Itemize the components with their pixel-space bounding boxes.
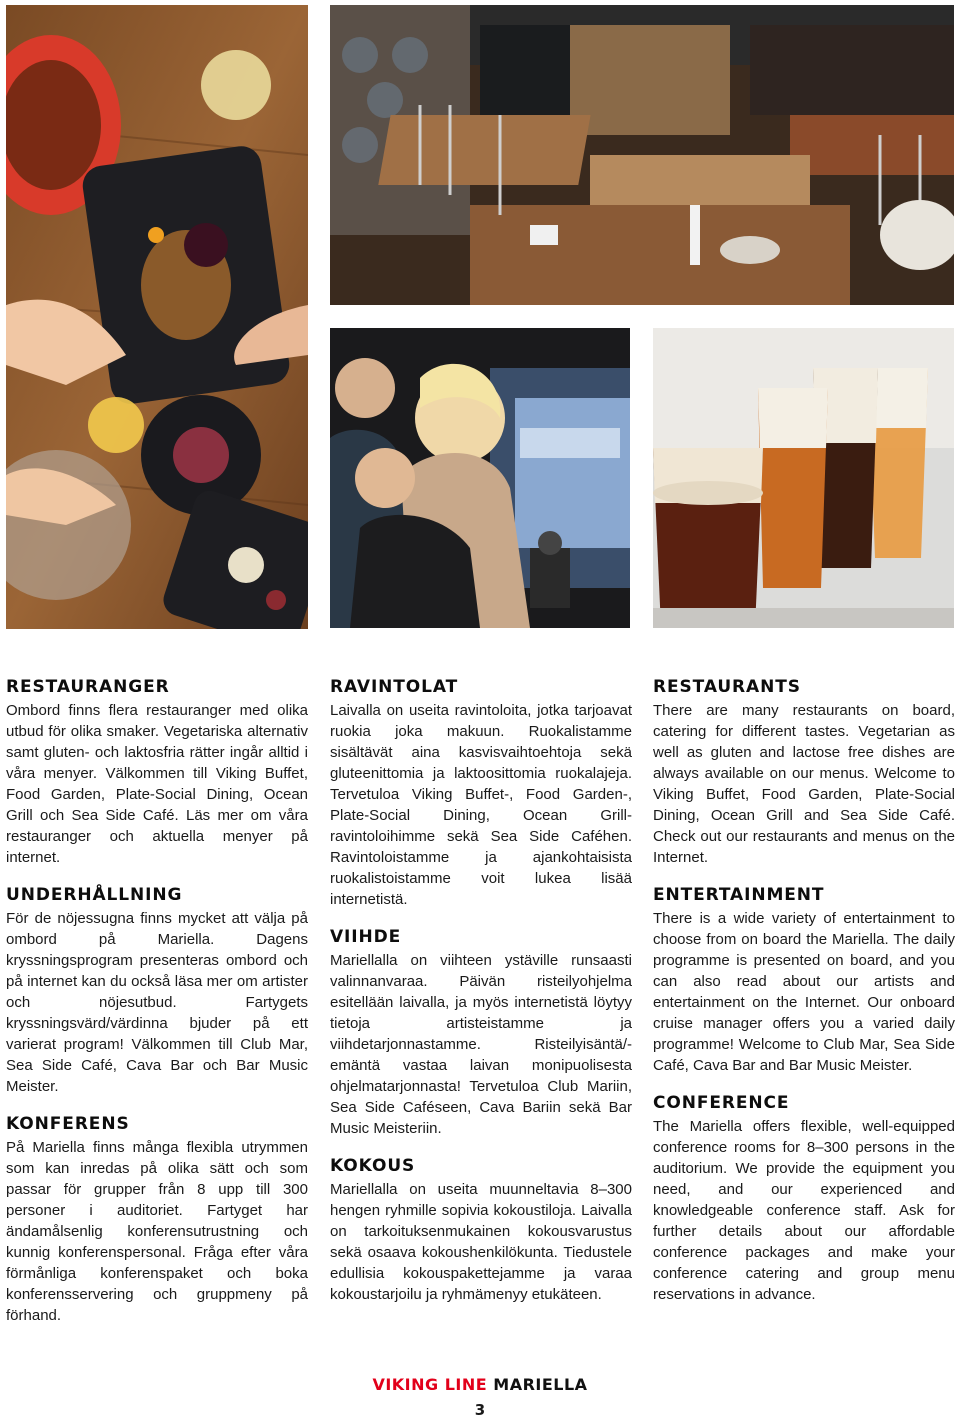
section-heading: RESTAURANTS [653,677,801,697]
page-number: 3 [474,1401,486,1419]
brand-ship-name: MARIELLA [493,1375,588,1394]
brand-viking-line: VIKING LINE [372,1375,488,1394]
section-heading: VIIHDE [330,927,402,947]
column-english [653,676,955,1305]
footer-brand [0,1375,960,1395]
section-heading: UNDERHÅLLNING [6,885,183,905]
section-heading: RAVINTOLAT [330,677,459,697]
restaurant-interior-photo [330,5,954,305]
brand-logo [372,1375,587,1394]
column-finnish [330,676,632,1305]
section-heading: RESTAURANGER [6,677,170,697]
column-swedish [6,676,308,1326]
section-body: There is a wide variety of entertainment to choose from on board the Mariella. The daily programme is presented on board, and you can also read about our artists and entertainment on the Internet. Our onboard cruise manager offers you a varied daily programme! Welcome to Club Mar, Sea Side Café, Cava Bar and Bar Music Meister. [653,910,955,1074]
section-heading: KOKOUS [330,1156,416,1176]
section-heading: KONFERENS [6,1114,130,1134]
section-heading: CONFERENCE [653,1093,790,1113]
section-body: Laivalla on useita ravintoloita, jotka tarjoavat ruokia joka makuun. Ruokalistamme sisältävät aina kasvisvaihtoehtoja sekä gluteenittomia ja laktoosittomia ruokalajeja. Tervetuloa Viking Buffet-, Food Garden-, Plate-Social Dining, Ocean Grill-ravintoloihimme sekä Sea Side Caféhen. Ravintoloistamme ja ajankohtaisista ruokalistoistamme voit lukea lisää internetistä. [330,702,632,908]
food-photo [6,5,308,629]
section-body: För de nöjessugna finns mycket att välja på ombord på Mariella. Dagens kryssningsprogram presenteras ombord och på internet kan du också läsa mer om artister och nöjesutbud. Fartygets kryssningsvärd/värdinna bjuder på ett varierat program! Välkommen till Club Mar, Sea Side Café, Cava Bar och Bar Music Meister. [6,910,308,1095]
section-body: There are many restaurants on board, catering for different tastes. Vegetarian as well as gluten and lactose free dishes are always available on our menus. Welcome to Viking Buffet, Food Garden, Plate-Social Dining, Ocean Grill and Sea Side Café. Check out our restaurants and menus on the Internet. [653,702,955,866]
section-body: Mariellalla on viihteen ystäville runsaasti valinnanvaraa. Päivän risteilyohjelma esitellään laivalla, ja myös internetistä löytyy tietoja artisteistamme ja viihdetarjonnastamme. Risteilyisäntä/-emäntä vastaa laivan monipuolisesta ohjelmatarjonnasta! Tervetuloa Club Mariin, Sea Side Caféseen, Cava Bariin sekä Bar Music Meisteriin. [330,952,632,1137]
section-body: Mariellalla on useita muunneltavia 8–300 hengen ryhmille sopivia kokoustiloja. Laivalla on tarkoituksenmukainen kokousvarustus sekä osaava kokoushenkilökunta. Tiedustele edullisia kokouspakettejamme ja varaa kokoustarjoilu ja ryhmämenyy etukäteen. [330,1181,632,1303]
section-heading: ENTERTAINMENT [653,885,825,905]
section-body: The Mariella offers flexible, well-equipped conference rooms for 8–300 persons in the auditorium. We provide the equipment you need, and our experienced and knowledgeable conference staff. Ask for further details about our affordable conference packages and make your conference catering and group menu reservations in advance. [653,1118,955,1303]
beer-glasses-photo [653,328,954,628]
arcade-game-photo [330,328,630,628]
section-body: På Mariella finns många flexibla utrymmen som kan inredas på olika sätt och som passar för grupper från 8 upp till 300 personer i auditoriet. Fartyget har ändamålsenlig konferensutrustning och kunnig konferenspersonal. Fråga efter våra förmånliga konferenspaket och boka konferensservering och gruppmeny på förhand. [6,1139,308,1324]
section-body: Ombord finns flera restauranger med olika utbud för olika smaker. Vegetariska alternativ samt gluten- och laktosfria rätter ingår alltid i våra menyer. Välkommen till Viking Buffet, Food Garden, Plate-Social Dining, Ocean Grill och Sea Side Café. Läs mer om våra restauranger och aktuella menyer på internet. [6,702,308,866]
